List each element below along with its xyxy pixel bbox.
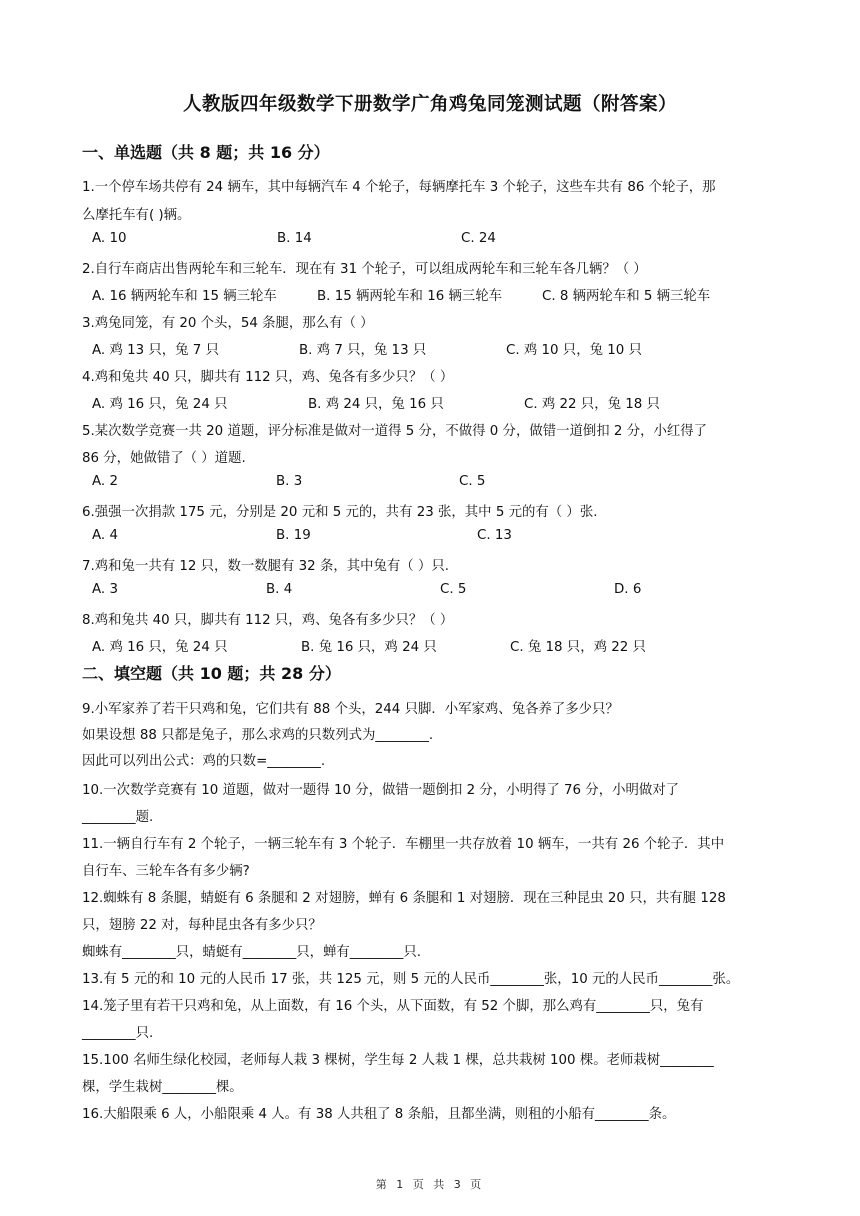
question-5-line-1: 5.某次数学竞赛一共 20 道题，评分标准是做对一道得 5 分，不做得 0 分，做错一道倒扣 2 分，小红得了 (82, 424, 708, 439)
option-a: A. 16 辆两轮车和 15 辆三轮车 (92, 289, 277, 304)
fill-line-8: 12.蜘蛛有 8 条腿，蜻蜓有 6 条腿和 2 对翅膀，蝉有 6 条腿和 1 对翅膀．现在三种昆虫 20 只，共有腿 128 (82, 891, 726, 906)
option-b: B. 4 (266, 582, 293, 597)
fill-line-6: 11.一辆自行车有 2 个轮子，一辆三轮车有 3 个轮子．车棚里一共存放着 10 辆车，一共有 26 个轮子．其中 (82, 837, 725, 852)
fill-line-9: 只，翅膀 22 对，每种昆虫各有多少只？ (82, 918, 322, 933)
question-3-options (92, 339, 792, 357)
question-4-line-1: 4.鸡和兔共 40 只，脚共有 112 只，鸡、兔各有多少只？（ ） (82, 370, 454, 385)
option-c: C. 24 (461, 231, 496, 246)
option-a: A. 3 (92, 582, 118, 597)
question-6-options (92, 528, 792, 546)
option-d: D. 6 (614, 582, 642, 597)
fill-line-2: 如果设想 88 只都是兔子，那么求鸡的只数列式为________. (82, 728, 434, 743)
question-6-line-1: 6.强强一次捐款 175 元，分别是 20 元和 5 元的，共有 23 张，其中 5 元的有（ ）张. (82, 505, 598, 520)
fill-line-3: 因此可以列出公式：鸡的只数=________. (82, 754, 326, 769)
option-b: B. 14 (277, 231, 312, 246)
option-c: C. 5 (459, 474, 486, 489)
question-8-line-1: 8.鸡和兔共 40 只，脚共有 112 只，鸡、兔各有多少只？（ ） (82, 613, 454, 628)
fill-line-13: ________只. (82, 1026, 154, 1041)
question-4-options (92, 393, 792, 411)
question-7-line-1: 7.鸡和兔一共有 12 只，数一数腿有 32 条，其中兔有（ ）只. (82, 559, 449, 574)
fill-line-12: 14.笼子里有若干只鸡和兔，从上面数，有 16 个头，从下面数，有 52 个脚，那么鸡有________只，兔有 (82, 999, 704, 1014)
question-1-line-2: 么摩托车有( )辆。 (82, 208, 191, 223)
option-a: A. 鸡 16 只，兔 24 只 (92, 640, 228, 655)
option-c: C. 5 (440, 582, 467, 597)
option-b: B. 15 辆两轮车和 16 辆三轮车 (317, 289, 503, 304)
fill-line-10: 蜘蛛有________只，蜻蜓有________只，蝉有________只. (82, 945, 422, 960)
option-b: B. 鸡 7 只，兔 13 只 (299, 343, 427, 358)
question-2-options (92, 285, 792, 303)
section-title-fill-blank: 二、填空题（共 10 题；共 28 分） (82, 664, 341, 683)
fill-line-5: ________题. (82, 810, 154, 825)
option-a: A. 10 (92, 231, 127, 246)
page-footer: 第 1 页 共 3 页 (375, 1178, 485, 1191)
question-1-options (92, 231, 792, 249)
option-b: B. 3 (276, 474, 303, 489)
option-c: C. 8 辆两轮车和 5 辆三轮车 (542, 289, 711, 304)
fill-line-11: 13.有 5 元的和 10 元的人民币 17 张，共 125 元，则 5 元的人民币________张，10 元的人民币________张。 (82, 972, 740, 987)
option-b: B. 19 (276, 528, 311, 543)
option-a: A. 鸡 13 只，兔 7 只 (92, 343, 219, 358)
option-c: C. 兔 18 只，鸡 22 只 (510, 640, 646, 655)
question-5-options (92, 474, 792, 492)
option-a: A. 鸡 16 只，兔 24 只 (92, 397, 228, 412)
option-c: C. 鸡 10 只，兔 10 只 (506, 343, 642, 358)
fill-line-16: 16.大船限乘 6 人，小船限乘 4 人。有 38 人共租了 8 条船，且都坐满，则租的小船有________条。 (82, 1107, 676, 1122)
fill-line-15: 棵，学生栽树________棵。 (82, 1080, 243, 1095)
question-2-line-1: 2.自行车商店出售两轮车和三轮车．现在有 31 个轮子，可以组成两轮车和三轮车各几辆？（ ） (82, 262, 647, 277)
question-3-line-1: 3.鸡兔同笼，有 20 个头，54 条腿，那么有（ ） (82, 316, 374, 331)
fill-line-7: 自行车、三轮车各有多少辆? (82, 864, 250, 879)
question-5-line-2: 86 分，她做错了（ ）道题. (82, 451, 246, 466)
section-title-single-choice: 一、单选题（共 8 题；共 16 分） (82, 143, 330, 162)
option-a: A. 2 (92, 474, 118, 489)
option-b: B. 兔 16 只，鸡 24 只 (301, 640, 437, 655)
option-c: C. 13 (477, 528, 512, 543)
question-1-line-1: 1.一个停车场共停有 24 辆车，其中每辆汽车 4 个轮子，每辆摩托车 3 个轮子，这些车共有 86 个轮子，那 (82, 180, 716, 195)
question-8-options (92, 636, 792, 654)
option-c: C. 鸡 22 只，兔 18 只 (524, 397, 660, 412)
fill-line-14: 15.100 名师生绿化校园，老师每人栽 3 棵树，学生每 2 人栽 1 棵，总共栽树 100 棵。老师栽树________ (82, 1053, 714, 1068)
option-a: A. 4 (92, 528, 118, 543)
fill-line-4: 10.一次数学竞赛有 10 道题，做对一题得 10 分，做错一题倒扣 2 分，小明得了 76 分，小明做对了 (82, 783, 680, 798)
fill-line-1: 9.小军家养了若干只鸡和兔，它们共有 88 个头，244 只脚．小军家鸡、兔各养了多少只？ (82, 702, 619, 717)
question-7-options (92, 582, 792, 600)
page-title: 人教版四年级数学下册数学广角鸡兔同笼测试题（附答案） (182, 94, 677, 115)
option-b: B. 鸡 24 只，兔 16 只 (308, 397, 444, 412)
